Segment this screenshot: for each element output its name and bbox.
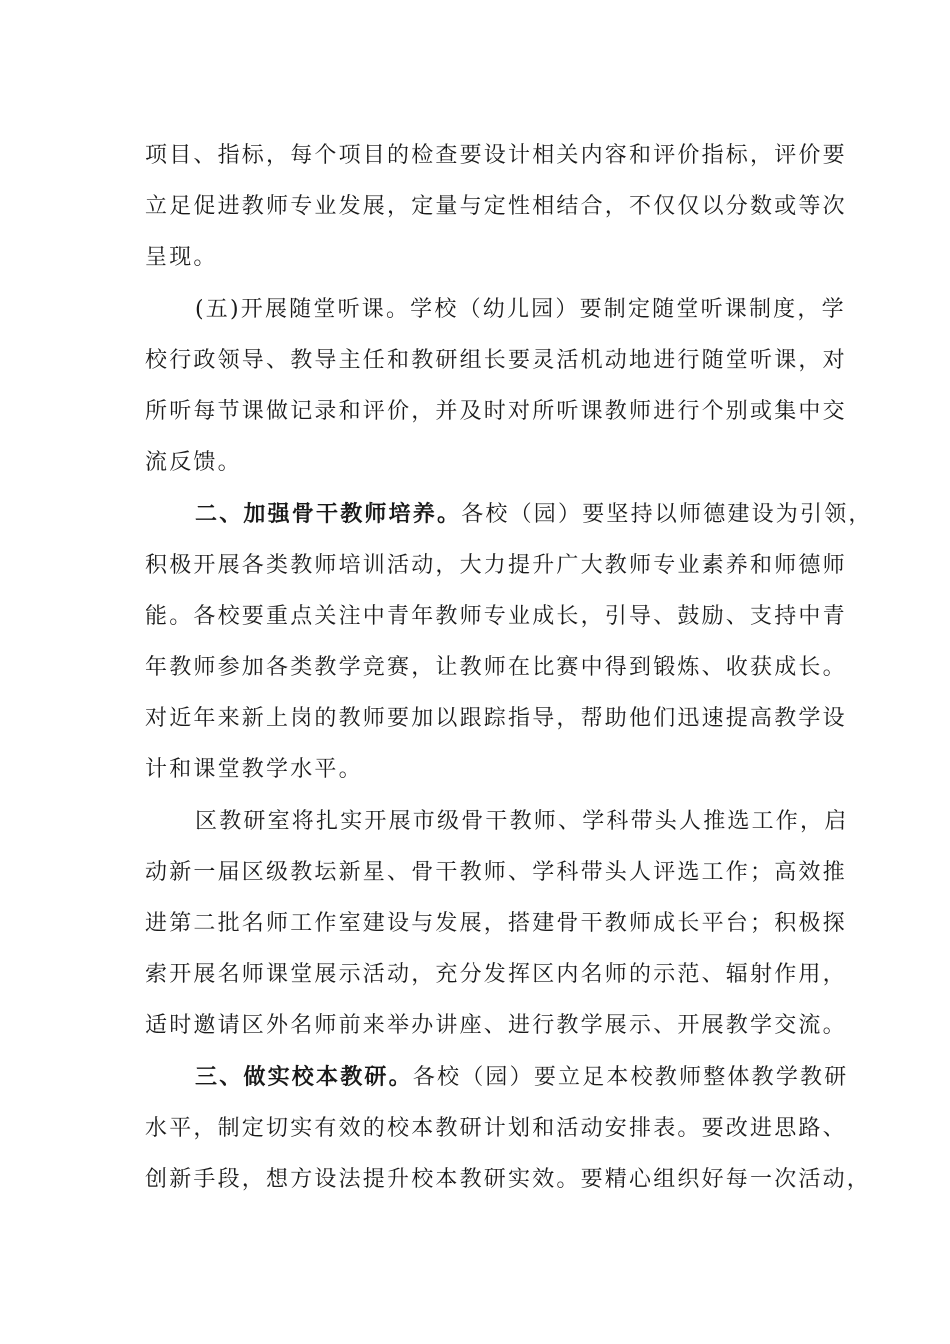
section-heading-rest: 各校（园）要坚持以师德建设为引领， xyxy=(461,502,873,527)
text-line: 项目、指标，每个项目的检查要设计相关内容和评价指标，评价要 xyxy=(145,143,847,168)
section-heading: 二、加强骨干教师培养。 xyxy=(195,502,462,527)
section-heading-rest: 各校（园）要立足本校教师整体教学教研 xyxy=(412,1065,849,1090)
text-line: 能。各校要重点关注中青年教师专业成长，引导、鼓励、支持中青 xyxy=(145,604,847,629)
section-first-line xyxy=(145,1052,849,1103)
text-line: 所听每节课做记录和评价，并及时对所听课教师进行个别或集中交 xyxy=(145,399,847,424)
body-text xyxy=(145,130,873,1205)
text-line: 校行政领导、教导主任和教研组长要灵活机动地进行随堂听课，对 xyxy=(145,348,847,373)
section-first-line xyxy=(145,489,873,540)
text-line: 适时邀请区外名师前来举办讲座、进行教学展示、开展教学交流。 xyxy=(145,1013,847,1038)
text-line: 积极开展各类教师培训活动，大力提升广大教师专业素养和师德师 xyxy=(145,553,847,578)
text-line: 流反馈。 xyxy=(145,450,242,475)
text-line: 年教师参加各类教学竞赛，让教师在比赛中得到锻炼、收获成长。 xyxy=(145,655,847,680)
text-line: 立足促进教师专业发展，定量与定性相结合，不仅仅以分数或等次 xyxy=(145,194,847,219)
text-line: 呈现。 xyxy=(145,245,218,270)
text-line: 创新手段，想方设法提升校本教研实效。要精心组织好每一次活动， xyxy=(145,1167,872,1192)
text-line: 对近年来新上岗的教师要加以跟踪指导，帮助他们迅速提高教学设 xyxy=(145,706,847,731)
text-line: 索开展名师课堂展示活动，充分发挥区内名师的示范、辐射作用， xyxy=(145,962,847,987)
text-line: 动新一届区级教坛新星、骨干教师、学科带头人评选工作；高效推 xyxy=(145,860,847,885)
text-line: 进第二批名师工作室建设与发展，搭建骨干教师成长平台；积极探 xyxy=(145,911,847,936)
text-line: 区教研室将扎实开展市级骨干教师、学科带头人推选工作，启 xyxy=(195,809,849,834)
text-line: (五)开展随堂听课。学校（幼儿园）要制定随堂听课制度，学 xyxy=(195,297,846,322)
text-line: 计和课堂教学水平。 xyxy=(145,757,363,782)
section-heading: 三、做实校本教研。 xyxy=(195,1065,413,1090)
text-line: 水平，制定切实有效的校本教研计划和活动安排表。要改进思路、 xyxy=(145,1116,847,1141)
